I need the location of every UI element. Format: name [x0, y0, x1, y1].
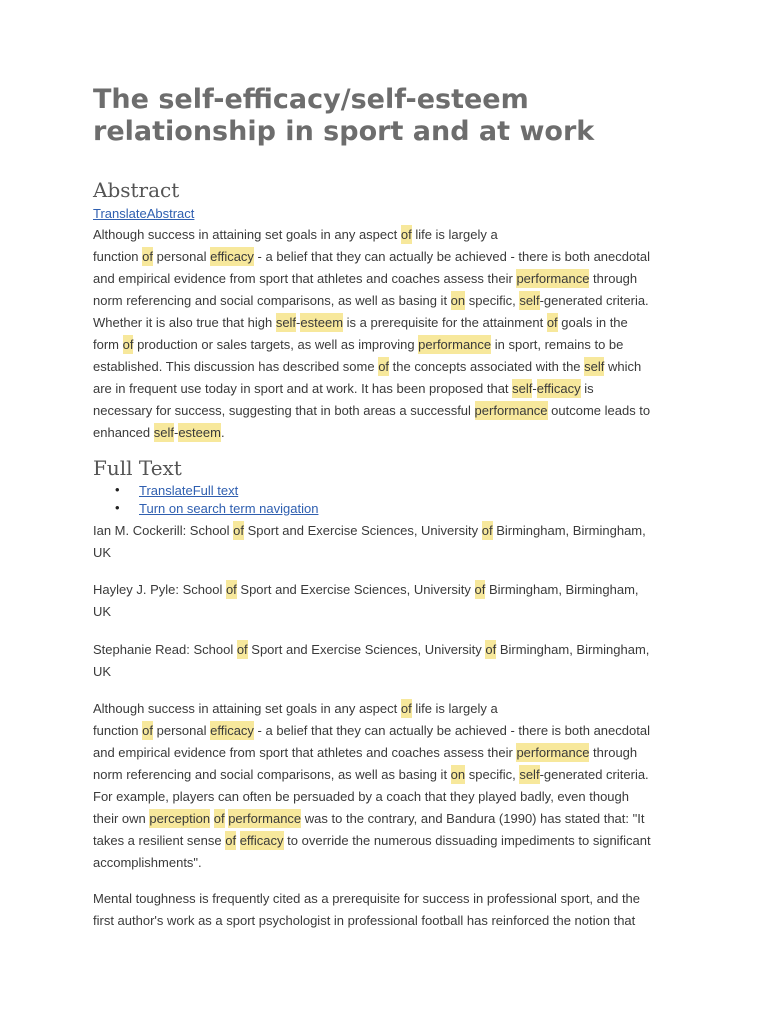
text-segment: production or sales targets, as well as improving	[133, 337, 419, 352]
text-segment: personal	[153, 723, 211, 738]
body-paragraph	[93, 888, 693, 932]
text-segment: through	[589, 271, 638, 286]
text-segment: function	[93, 723, 143, 738]
text-line	[93, 720, 693, 742]
text-line	[93, 268, 693, 290]
text-segment: established. This discussion has described some	[93, 359, 379, 374]
search-term-highlight: esteem	[178, 425, 221, 440]
text-segment: was to the contrary, and Bandura (1990) has stated that: "It	[301, 811, 645, 826]
text-line	[93, 639, 693, 661]
text-segment: norm referencing and social comparisons, as well as basing it	[93, 767, 451, 782]
search-term-highlight: self	[519, 767, 540, 782]
text-line	[93, 356, 693, 378]
text-segment: specific,	[465, 293, 520, 308]
search-term-highlight: efficacy	[239, 833, 284, 848]
search-term-highlight: of	[236, 642, 248, 657]
search-term-highlight: self	[275, 315, 297, 330]
text-segment: Stephanie Read: School	[93, 642, 237, 657]
text-line	[93, 888, 693, 910]
text-line	[93, 378, 693, 400]
search-term-highlight: on	[450, 767, 466, 782]
search-term-highlight: of	[225, 582, 237, 597]
search-term-highlight: of	[546, 315, 558, 330]
abstract-heading: Abstract	[93, 178, 180, 202]
search-term-highlight: of	[400, 227, 412, 242]
text-segment: norm referencing and social comparisons, as well as basing it	[93, 293, 451, 308]
text-segment: outcome leads to	[547, 403, 651, 418]
full-text-heading: Full Text	[93, 456, 182, 480]
text-segment: in sport, remains to be	[491, 337, 624, 352]
search-term-highlight: esteem	[300, 315, 344, 330]
text-segment: to override the numerous dissuading impediments to significant	[283, 833, 651, 848]
bullet-icon: •	[115, 500, 120, 515]
text-line	[93, 542, 693, 564]
search-term-highlight: performance	[474, 403, 548, 418]
text-segment: UK	[93, 664, 112, 679]
search-term-highlight: of	[142, 723, 153, 738]
text-segment: and empirical evidence from sport that athletes and coaches assess their	[93, 745, 517, 760]
text-segment: the concepts associated with the	[389, 359, 585, 374]
text-segment: -generated criteria.	[539, 767, 649, 782]
text-line	[93, 910, 693, 932]
list-item	[93, 500, 318, 518]
text-line	[93, 290, 693, 312]
text-line	[93, 808, 693, 830]
search-term-highlight: efficacy	[210, 723, 254, 738]
text-segment: takes a resilient sense	[93, 833, 226, 848]
text-line	[93, 786, 693, 808]
search-term-highlight: of	[142, 249, 153, 264]
text-segment: specific,	[465, 767, 520, 782]
text-segment: is a prerequisite for the attainment	[343, 315, 547, 330]
bullet-icon: •	[115, 482, 120, 497]
text-segment: form	[93, 337, 123, 352]
search-term-highlight: of	[225, 833, 237, 848]
article-title: The self-efficacy/self-esteem relationship in sport and at work	[93, 84, 595, 147]
search-term-highlight: of	[474, 582, 486, 597]
text-segment: Sport and Exercise Sciences, University	[247, 642, 486, 657]
search-term-highlight: of	[485, 642, 497, 657]
search-term-highlight: of	[213, 811, 225, 826]
search-term-highlight: performance	[228, 811, 302, 826]
search-term-highlight: self	[153, 425, 174, 440]
text-segment: -	[173, 425, 179, 440]
text-segment: life is largely a	[411, 701, 498, 716]
text-segment: accomplishments".	[93, 855, 202, 870]
full-text-options-list	[93, 482, 318, 518]
text-segment: necessary for success, suggesting that in both areas a successful	[93, 403, 475, 418]
search-term-highlight: self	[584, 359, 605, 374]
search-term-highlight: efficacy	[536, 381, 581, 396]
text-segment: is	[580, 381, 594, 396]
text-segment: their own	[93, 811, 150, 826]
author-affiliation	[93, 639, 693, 683]
search-term-highlight: performance	[418, 337, 492, 352]
search-term-highlight: on	[450, 293, 466, 308]
text-segment: -	[532, 381, 537, 396]
text-segment: Sport and Exercise Sciences, University	[236, 582, 475, 597]
text-segment: UK	[93, 604, 112, 619]
text-line	[93, 579, 693, 601]
text-line	[93, 224, 693, 246]
text-line	[93, 742, 693, 764]
text-segment: goals in the	[557, 315, 628, 330]
text-line	[93, 698, 693, 720]
search-term-highlight: of	[378, 359, 390, 374]
text-segment: Whether it is also true that high	[93, 315, 276, 330]
text-line	[93, 520, 693, 542]
text-segment: - a belief that they can actually be achieved - there is both anecdotal	[253, 723, 650, 738]
text-segment: through	[589, 745, 638, 760]
text-segment: Birmingham, Birmingham,	[496, 642, 650, 657]
text-segment: Mental toughness is frequently cited as a prerequisite for success in professional sport, and the	[93, 891, 641, 906]
search-term-highlight: perception	[149, 811, 211, 826]
text-segment: -	[296, 315, 301, 330]
text-segment: For example, players can often be persuaded by a coach that they played badly, even though	[93, 789, 629, 804]
text-segment: first author's work as a sport psychologist in professional football has reinforced the notion that	[93, 913, 636, 928]
search-term-highlight: of	[481, 523, 493, 538]
text-segment: function	[93, 249, 143, 264]
text-segment: life is largely a	[411, 227, 498, 242]
text-line	[93, 661, 693, 683]
body-paragraph	[93, 698, 693, 874]
text-segment: Although success in attaining set goals in any aspect	[93, 227, 401, 242]
text-line	[93, 830, 693, 852]
abstract-paragraph	[93, 224, 693, 444]
search-term-highlight: of	[122, 337, 134, 352]
search-term-highlight: performance	[516, 271, 590, 286]
text-line	[93, 246, 693, 268]
text-segment: are in frequent use today in sport and at work. It has been proposed that	[93, 381, 513, 396]
text-segment: Sport and Exercise Sciences, University	[244, 523, 482, 538]
search-term-highlight: self	[519, 293, 540, 308]
text-segment: which	[604, 359, 642, 374]
text-segment: Ian M. Cockerill: School	[93, 523, 234, 538]
list-item	[93, 482, 318, 500]
text-line	[93, 334, 693, 356]
search-term-highlight: of	[400, 701, 412, 716]
translate-full-text-link[interactable]: TranslateFull text	[139, 483, 239, 498]
text-segment: personal	[153, 249, 211, 264]
text-line	[93, 422, 693, 444]
author-affiliation	[93, 579, 693, 623]
text-segment: - a belief that they can actually be achieved - there is both anecdotal	[253, 249, 650, 264]
search-term-navigation-link[interactable]: Turn on search term navigation	[139, 501, 319, 516]
text-line	[93, 601, 693, 623]
text-line	[93, 852, 693, 874]
translate-abstract-link[interactable]: TranslateAbstract	[93, 206, 195, 221]
search-term-highlight: of	[233, 523, 245, 538]
text-segment: .	[220, 425, 225, 440]
text-segment: and empirical evidence from sport that athletes and coaches assess their	[93, 271, 517, 286]
text-segment: -generated criteria.	[539, 293, 649, 308]
text-line	[93, 764, 693, 786]
text-segment: Birmingham, Birmingham,	[485, 582, 639, 597]
text-segment: UK	[93, 545, 112, 560]
search-term-highlight: performance	[516, 745, 590, 760]
text-segment: Although success in attaining set goals in any aspect	[93, 701, 401, 716]
text-line	[93, 312, 693, 334]
search-term-highlight: efficacy	[210, 249, 254, 264]
text-segment: Hayley J. Pyle: School	[93, 582, 226, 597]
text-segment: Birmingham, Birmingham,	[492, 523, 646, 538]
text-segment: enhanced	[93, 425, 154, 440]
author-affiliation	[93, 520, 693, 564]
text-line	[93, 400, 693, 422]
search-term-highlight: self	[512, 381, 533, 396]
